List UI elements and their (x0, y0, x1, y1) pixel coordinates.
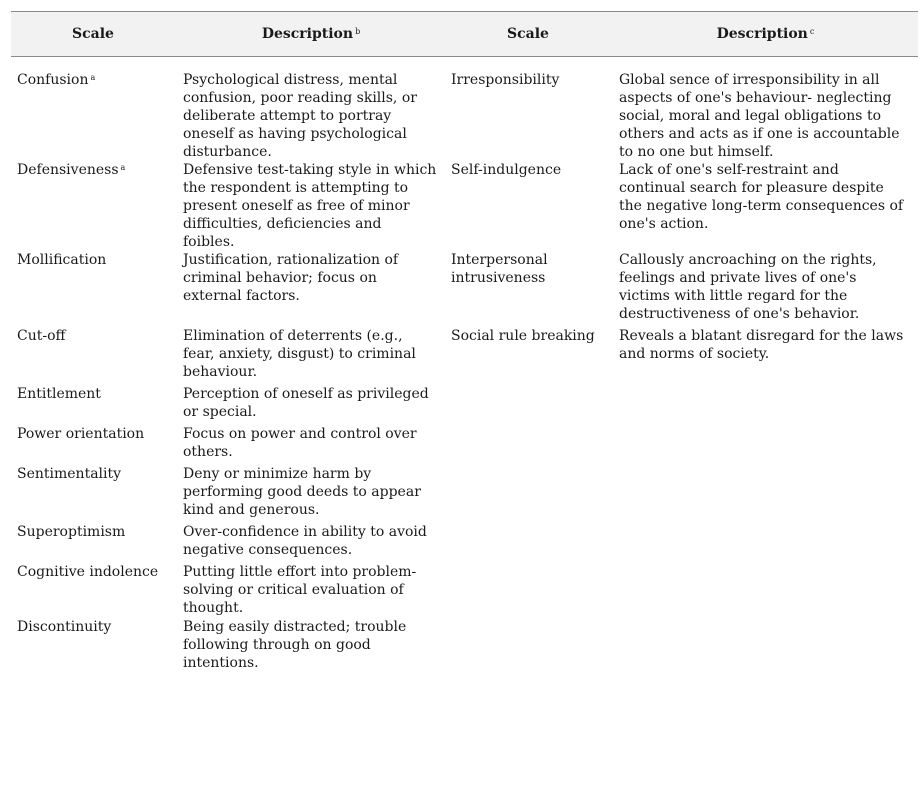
scale-cell (11, 385, 177, 425)
scale-name: Power orientation (17, 426, 145, 442)
table-row (11, 563, 918, 618)
description-cell: Callously ancroaching on the rights, feelings and private lives of one's victims with little regard for the destructiveness of one's behavior. (619, 252, 877, 322)
description-cell: Psychological distress, mental confusion, poor reading skills, or deliberate attempt to portray oneself as having psychological disturbance. (183, 72, 417, 160)
scale-cell (11, 251, 177, 327)
description-cell: Being easily distracted; trouble following through on good intentions. (183, 619, 407, 671)
scale-cell: Interpersonal intrusiveness (451, 252, 548, 286)
scale-cell (11, 425, 177, 465)
scale-cell (445, 385, 613, 425)
description-cell (613, 563, 918, 618)
description-cell: Putting little effort into problem-solving or critical evaluation of thought. (183, 564, 417, 616)
description-cell: Deny or minimize harm by performing good deeds to appear kind and generous. (183, 466, 421, 518)
description-cell (613, 465, 918, 523)
scale-cell (445, 425, 613, 465)
scale-name: Cut-off (17, 328, 66, 344)
table-row (11, 161, 918, 251)
header-description-1 (177, 12, 445, 57)
scale-cell (445, 618, 613, 672)
scale-cell: Irresponsibility (451, 72, 560, 88)
table-row (11, 327, 918, 385)
table-row (11, 523, 918, 563)
scale-cell (11, 563, 177, 618)
header-scale-1 (11, 12, 177, 57)
scale-cell (11, 465, 177, 523)
description-cell (613, 425, 918, 465)
scale-cell: Self-indulgence (451, 162, 562, 178)
scale-cell (11, 327, 177, 385)
scales-table-container (11, 11, 918, 672)
scale-footnote: a (90, 73, 96, 82)
scale-cell (11, 523, 177, 563)
table-body (11, 57, 918, 673)
table-row (11, 251, 918, 327)
scale-name: Defensiveness (17, 162, 119, 178)
scales-table (11, 11, 918, 672)
scale-cell (11, 57, 177, 162)
scale-cell (11, 161, 177, 251)
description-cell: Reveals a blatant disregard for the laws and norms of society. (619, 328, 904, 362)
header-label: Description (716, 26, 808, 42)
description-cell (613, 385, 918, 425)
scale-name: Sentimentality (17, 466, 122, 482)
table-row (11, 618, 918, 672)
description-cell: Lack of one's self-restraint and continual search for pleasure despite the negative long-term consequences of one's action. (619, 162, 904, 232)
table-row (11, 425, 918, 465)
description-cell: Over-confidence in ability to avoid negative consequences. (183, 524, 427, 558)
description-cell: Focus on power and control over others. (183, 426, 417, 460)
description-cell: Global sence of irresponsibility in all aspects of one's behaviour- neglecting social, moral and legal obligations to others and acts as if one is accountable to no one but himself. (619, 72, 900, 160)
header-label: Scale (72, 26, 114, 42)
header-scale-2 (445, 12, 613, 57)
header-description-2 (613, 12, 918, 57)
header-label: Scale (507, 26, 549, 42)
scale-cell (445, 563, 613, 618)
scale-cell (11, 618, 177, 672)
description-cell: Perception of oneself as privileged or special. (183, 386, 429, 420)
header-label: Description (261, 26, 354, 42)
table-row (11, 465, 918, 523)
header-footnote: b (355, 27, 361, 36)
description-cell: Elimination of deterrents (e.g., fear, anxiety, disgust) to criminal behaviour. (183, 328, 416, 380)
scale-name: Discontinuity (17, 619, 112, 635)
scale-name: Superoptimism (17, 524, 126, 540)
scale-name: Cognitive indolence (17, 564, 159, 580)
table-row (11, 57, 918, 162)
scale-cell: Social rule breaking (451, 328, 595, 344)
scale-name: Confusion (17, 72, 89, 88)
table-row (11, 385, 918, 425)
table-header (11, 12, 918, 57)
description-cell (613, 523, 918, 563)
scale-name: Entitlement (17, 386, 101, 402)
description-cell: Justification, rationalization of criminal behavior; focus on external factors. (183, 252, 399, 304)
scale-cell (445, 523, 613, 563)
description-cell: Defensive test-taking style in which the respondent is attempting to present oneself as free of minor difficulties, deficiencies and foibles. (183, 162, 437, 250)
description-cell (613, 618, 918, 672)
scale-name: Mollification (17, 252, 107, 268)
scale-footnote: a (120, 163, 126, 172)
scale-cell (445, 465, 613, 523)
header-footnote: c (809, 27, 815, 36)
header-row (11, 12, 918, 57)
